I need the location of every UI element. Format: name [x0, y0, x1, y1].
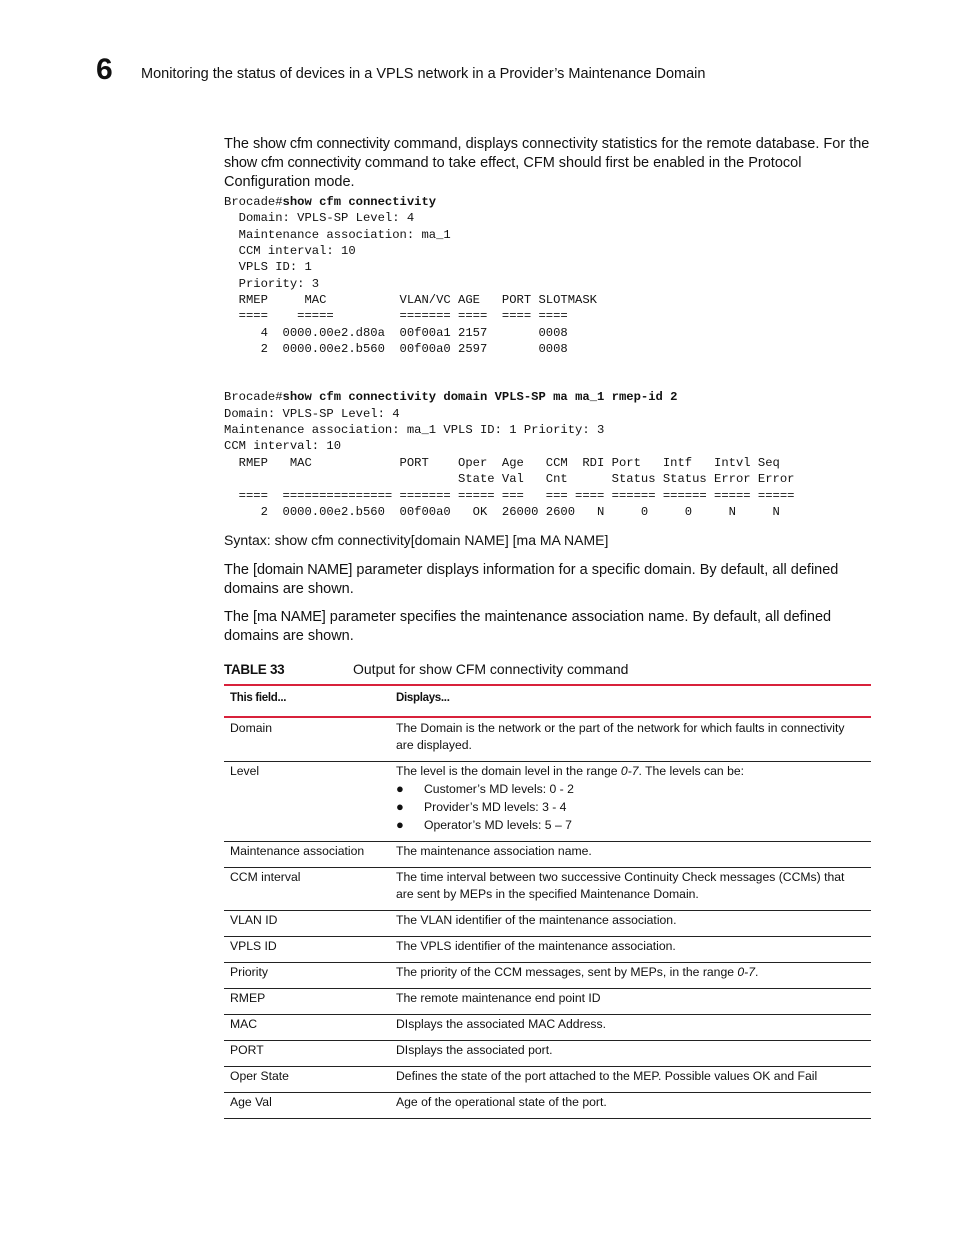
description-cell: The maintenance association name. [390, 842, 871, 868]
code2-prompt: Brocade# [224, 390, 283, 405]
table-row [224, 868, 871, 911]
field-cell: RMEP [224, 989, 390, 1015]
list-item [396, 816, 865, 834]
intro-text-3: command to take effect, CFM should first be enabled in the Protocol Configuration mode. [224, 155, 802, 190]
list-item-text: Customer’s MD levels: 0 - 2 [424, 782, 574, 797]
table-title: Output for show CFM connectivity command [353, 661, 629, 678]
code2-command: show cfm connectivity domain VPLS-SP ma ma_1 rmep-id 2 [282, 390, 678, 405]
param2-keyword: ma NAME [257, 609, 322, 626]
range-value: 0-7 [620, 764, 639, 779]
range-value: 0-7 [737, 965, 756, 980]
param1-keyword: domain NAME [257, 562, 349, 579]
bullet-dot-icon: ● [396, 817, 404, 833]
intro-paragraph [224, 135, 872, 192]
description-cell: Age of the operational state of the port. [390, 1093, 871, 1119]
ma-param-paragraph [224, 608, 872, 646]
table-row [224, 989, 871, 1015]
intro-text-2: command, displays connectivity statistics for the remote database. For the [389, 136, 870, 152]
table-header-row [224, 685, 871, 717]
description-text: The priority of the CCM messages, sent by MEPs, in the range [396, 965, 738, 980]
field-cell: VLAN ID [224, 911, 390, 937]
table-row [224, 1015, 871, 1041]
param1-text-2: ] parameter displays information for a specific domain. By default, all defined domains are shown. [224, 562, 839, 598]
param1-text-1: The [ [224, 562, 258, 579]
table-row [224, 1041, 871, 1067]
header-displays: Displays... [390, 685, 871, 717]
table-row [224, 762, 871, 842]
domain-param-paragraph [224, 561, 872, 599]
code1-command: show cfm connectivity [282, 195, 437, 209]
running-header-title: Monitoring the status of devices in a VPLS network in a Provider’s Maintenance Domain [141, 66, 706, 82]
code2-output: Domain: VPLS-SP Level: 4 Maintenance association: ma_1 VPLS ID: 1 Priority: 3 CCM interval: 10 RMEP MAC PORT Oper Age CCM RDI Port Intf Intvl Seq State Val Cnt Status Status Error Error ==== =============== ======= ===== === === ==== ====== ====== ===== ===== 2 0000.00e2.b560 00f00a0 OK 26000 2600 N 0 0 N N [224, 406, 795, 519]
table-row [224, 963, 871, 989]
description-cell: The VLAN identifier of the maintenance association. [390, 911, 871, 937]
description-cell: Defines the state of the port attached to the MEP. Possible values OK and Fail [390, 1067, 871, 1093]
header-field: This field... [224, 685, 390, 717]
field-cell: Age Val [224, 1093, 390, 1119]
level-list [396, 780, 865, 834]
code1-prompt: Brocade# [224, 195, 283, 209]
chapter-number: 6 [96, 53, 113, 86]
page-content [224, 135, 872, 1119]
list-item [396, 798, 865, 816]
code-example-2 [224, 389, 872, 520]
description-cell [390, 963, 871, 989]
table-row [224, 1093, 871, 1119]
table-row [224, 911, 871, 937]
list-item-text: Provider’s MD levels: 3 - 4 [424, 800, 567, 815]
field-description-table [224, 684, 871, 1119]
table-row [224, 937, 871, 963]
field-cell: Level [224, 762, 390, 842]
description-text-end: . [755, 965, 759, 980]
description-cell [390, 762, 871, 842]
param2-text-2: ] parameter specifies the maintenance association name. By default, all defined domains are shown. [224, 609, 832, 645]
description-text: The level is the domain level in the range [396, 764, 621, 779]
table-row [224, 842, 871, 868]
field-cell: Priority [224, 963, 390, 989]
description-cell: The Domain is the network or the part of the network for which faults in connectivity are displayed. [390, 717, 871, 762]
code-example-1 [224, 194, 872, 357]
intro-command-2: show cfm connectivity [224, 155, 361, 171]
bullet-dot-icon: ● [396, 781, 404, 797]
table-row [224, 1067, 871, 1093]
field-cell: MAC [224, 1015, 390, 1041]
bullet-dot-icon: ● [396, 799, 404, 815]
syntax-line: Syntax: show cfm connectivity[domain NAME] [ma MA NAME] [224, 532, 609, 549]
table-number: TABLE 33 [224, 662, 285, 678]
field-cell: Domain [224, 717, 390, 762]
field-cell: PORT [224, 1041, 390, 1067]
param2-text-1: The [ [224, 609, 258, 626]
description-cell: DIsplays the associated port. [390, 1041, 871, 1067]
code1-output: Domain: VPLS-SP Level: 4 Maintenance association: ma_1 CCM interval: 10 VPLS ID: 1 Priority: 3 RMEP MAC VLAN/VC AGE PORT SLOTMASK ==== ===== ======= ==== ==== ==== 4 0000.00e2.d80a 00f00a1 2157 0008 2 0000.00e2.b560 00f00a0 2597 0008 [238, 211, 597, 357]
list-item [396, 780, 865, 798]
description-cell: The VPLS identifier of the maintenance association. [390, 937, 871, 963]
field-cell: Maintenance association [224, 842, 390, 868]
description-cell: The remote maintenance end point ID [390, 989, 871, 1015]
intro-text-1: The [224, 136, 254, 152]
table-caption [224, 660, 872, 678]
description-cell: DIsplays the associated MAC Address. [390, 1015, 871, 1041]
intro-command-1: show cfm connectivity [253, 136, 390, 152]
field-cell: CCM interval [224, 868, 390, 911]
table-row [224, 717, 871, 762]
description-text-end: . The levels can be: [638, 764, 745, 779]
field-cell: Oper State [224, 1067, 390, 1093]
list-item-text: Operator’s MD levels: 5 – 7 [424, 818, 572, 833]
field-cell: VPLS ID [224, 937, 390, 963]
description-cell: The time interval between two successive Continuity Check messages (CCMs) that are sent by MEPs in the specified Maintenance Domain. [390, 868, 871, 911]
